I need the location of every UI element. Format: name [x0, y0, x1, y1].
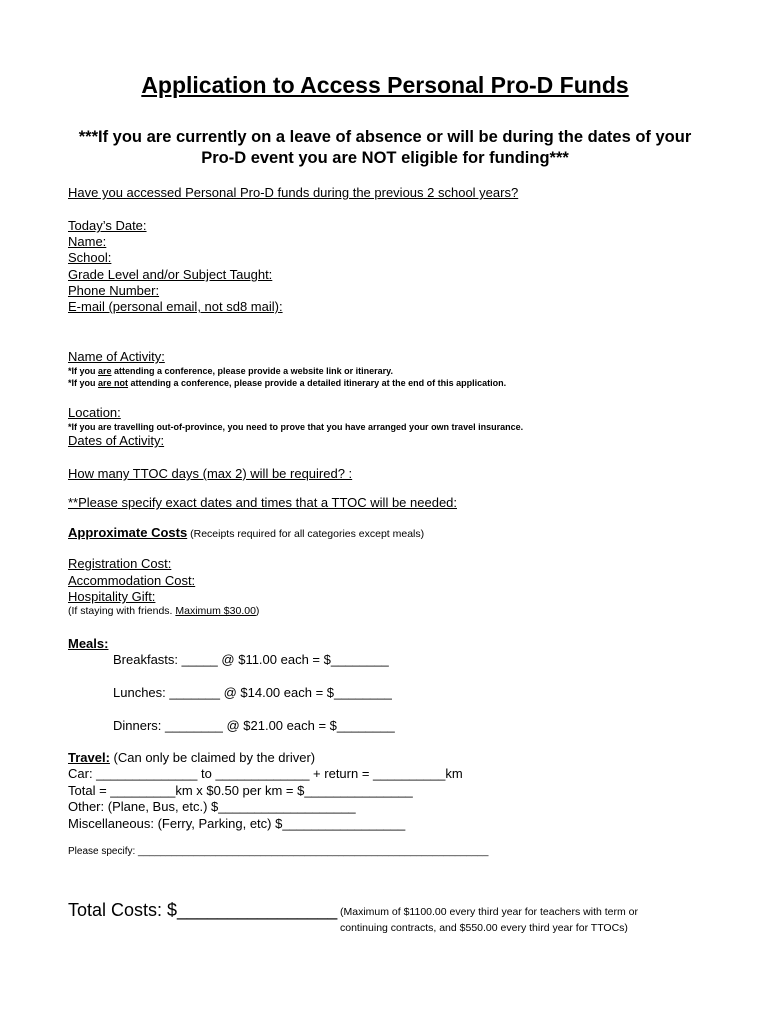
other-travel-line: Other: (Plane, Bus, etc.) $___________________: [68, 799, 356, 814]
school-label: School:: [68, 250, 112, 265]
hospitality-gift-label: Hospitality Gift:: [68, 589, 156, 604]
activity-dates-label: Dates of Activity:: [68, 433, 165, 448]
name-label: Name:: [68, 234, 107, 249]
eligibility-warning: ***If you are currently on a leave of absence or will be during the dates of your Pro-D event you are NOT eligible for funding***: [78, 128, 692, 167]
travel-insurance-note: *If you are travelling out-of-province, you need to prove that you have arranged your own travel insurance.: [68, 422, 524, 432]
todays-date-label: Today’s Date:: [68, 218, 147, 233]
miscellaneous-travel-line: Miscellaneous: (Ferry, Parking, etc) $_________________: [68, 816, 406, 831]
please-specify-line: Please specify: _______________________________________________________________: [68, 846, 489, 857]
lunches-line: Lunches: _______ @ $14.00 each = $________: [113, 685, 392, 700]
previous-funds-question: Have you accessed Personal Pro-D funds during the previous 2 school years?: [68, 185, 519, 200]
total-costs-line: Total Costs: $________________: [68, 900, 338, 920]
location-label: Location:: [68, 405, 121, 420]
registration-cost-label: Registration Cost:: [68, 556, 172, 571]
ttoc-dates-instruction: **Please specify exact dates and times that a TTOC will be needed:: [68, 495, 458, 510]
phone-number-label: Phone Number:: [68, 283, 160, 298]
total-costs-note: (Maximum of $1100.00 every third year for teachers with term or continuing contracts, and $550.00 every third year for TTOCs): [340, 906, 639, 934]
approximate-costs-heading: Approximate Costs (Receipts required for all categories except meals): [68, 525, 425, 540]
mileage-total-line: Total = _________km x $0.50 per km = $_______________: [68, 783, 413, 798]
hospitality-gift-note: (If staying with friends. Maximum $30.00): [68, 605, 260, 617]
page-title: Application to Access Personal Pro-D Funds: [141, 72, 629, 98]
breakfasts-line: Breakfasts: _____ @ $11.00 each = $________: [113, 652, 389, 667]
accommodation-cost-label: Accommodation Cost:: [68, 573, 196, 588]
car-travel-line: Car: ______________ to _____________ + return = __________km: [68, 766, 463, 781]
grade-level-label: Grade Level and/or Subject Taught:: [68, 267, 273, 282]
ttoc-days-question: How many TTOC days (max 2) will be required? :: [68, 466, 353, 481]
travel-heading: Travel: (Can only be claimed by the driver): [68, 750, 316, 765]
meals-heading: Meals:: [68, 636, 109, 651]
conference-note-not-attending: *If you are not attending a conference, please provide a detailed itinerary at the end of this application.: [68, 378, 507, 388]
conference-note-attending: *If you are attending a conference, please provide a website link or itinerary.: [68, 366, 393, 376]
activity-name-label: Name of Activity:: [68, 349, 165, 364]
email-label: E-mail (personal email, not sd8 mail):: [68, 299, 283, 314]
dinners-line: Dinners: ________ @ $21.00 each = $________: [113, 718, 395, 733]
